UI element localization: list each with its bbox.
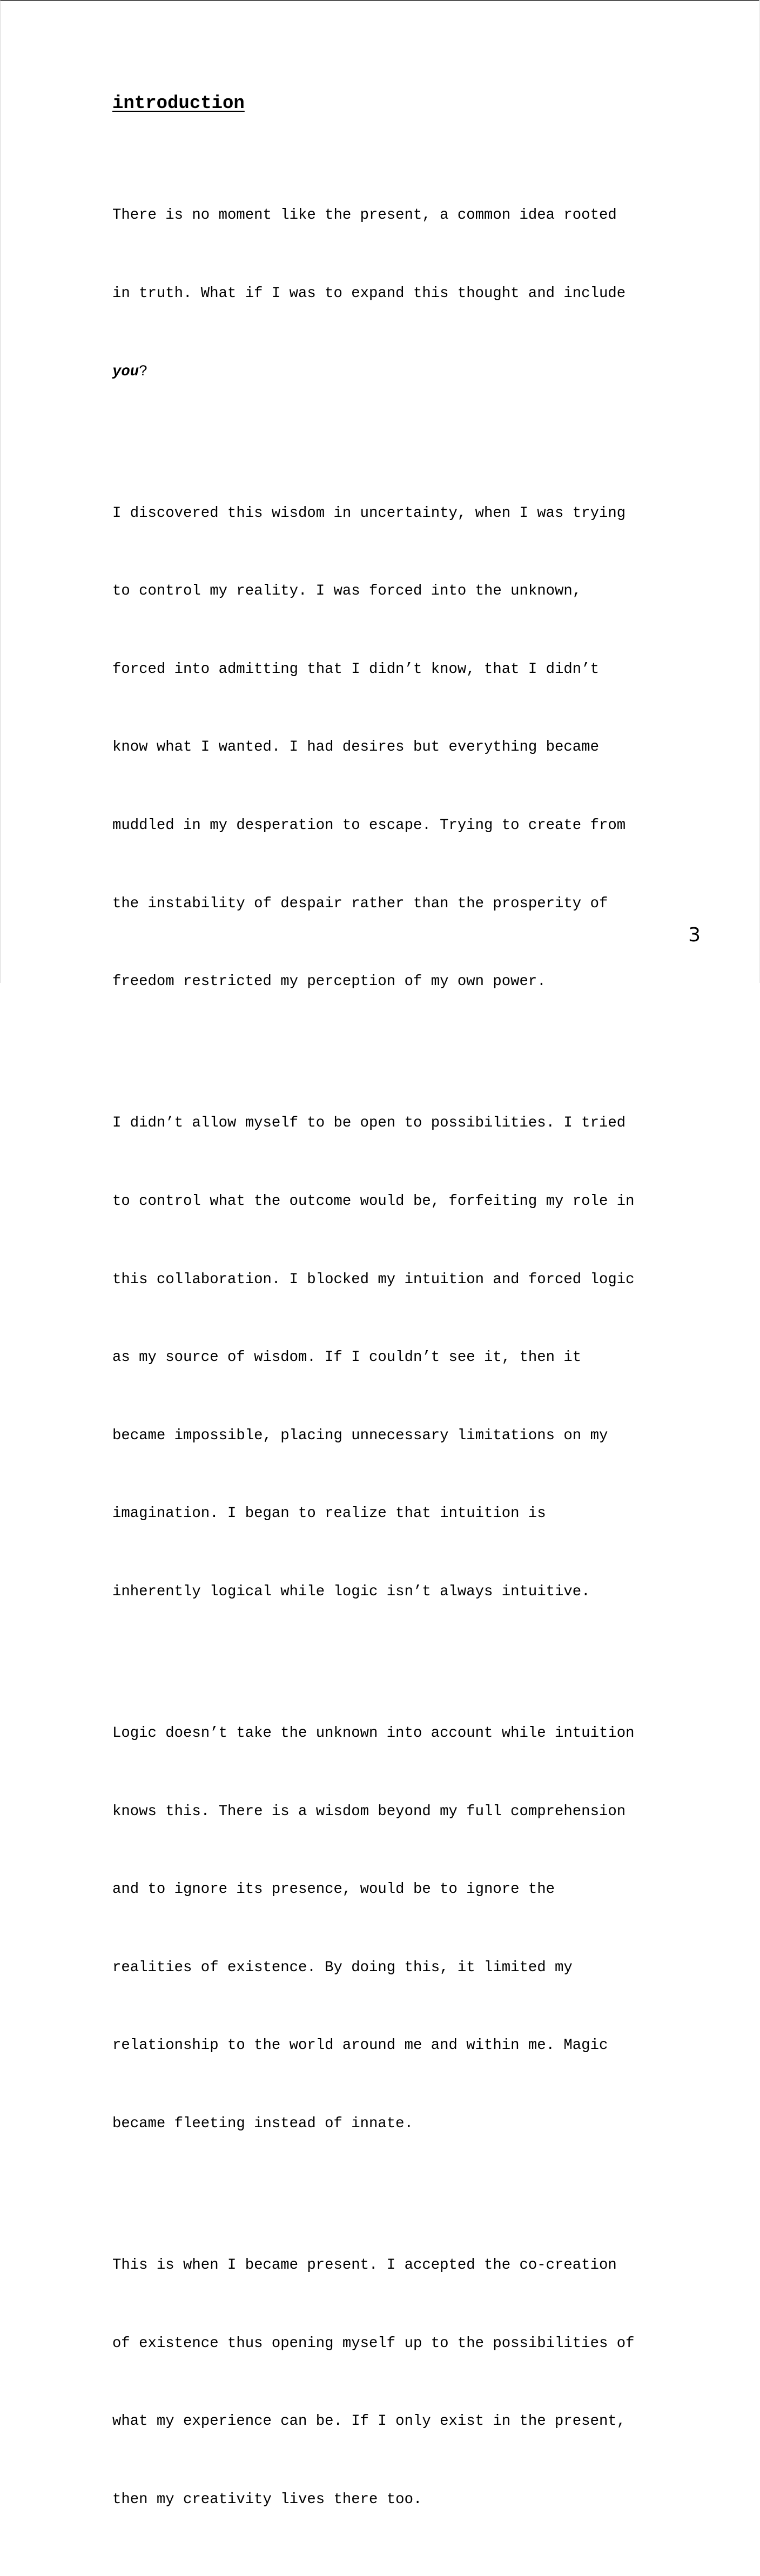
paragraph-line: to control what the outcome would be, forfeiting my role in [112, 1192, 635, 1210]
paragraph-line: inherently logical while logic isn’t always intuitive. [112, 1583, 590, 1600]
paragraph-5 [112, 2201, 653, 2565]
paragraph-line: muddled in my desperation to escape. Trying to create from [112, 817, 626, 834]
document-page [1, 1, 760, 2508]
paragraph-line: relationship to the world around me and within me. Magic [112, 2037, 608, 2054]
paragraph-line: knows this. There is a wisdom beyond my full comprehension [112, 1803, 626, 1820]
paragraph-line: freedom restricted my perception of my own power. [112, 973, 546, 990]
paragraph-line: became impossible, placing unnecessary limitations on my [112, 1427, 608, 1444]
paragraph-line: Logic doesn’t take the unknown into account while intuition [112, 1724, 635, 1742]
paragraph-2 [112, 448, 653, 1047]
paragraph-line: the instability of despair rather than the prosperity of [112, 895, 608, 912]
paragraph-line: to control my reality. I was forced into the unknown, [112, 583, 582, 600]
paragraph-line: forced into admitting that I didn’t know, that I didn’t [112, 660, 599, 678]
paragraph-line: I discovered this wisdom in uncertainty, when I was trying [112, 504, 626, 522]
paragraph-line: There is no moment like the present, a common idea rooted [112, 207, 617, 224]
emphasized-word: you [112, 363, 139, 380]
paragraph-line: realities of existence. By doing this, it limited my [112, 1959, 573, 1976]
paragraph-line: then my creativity lives there too. [112, 2491, 422, 2508]
paragraph-line: in truth. What if I was to expand this thought and include [112, 285, 626, 302]
page-number: 3 [688, 924, 701, 946]
paragraph-line: imagination. I began to realize that intuition is [112, 1505, 546, 1522]
paragraph-line: this collaboration. I blocked my intuition and forced logic [112, 1271, 635, 1288]
paragraph-line: and to ignore its presence, would be to ignore the [112, 1881, 555, 1898]
paragraph-line: became fleeting instead of innate. [112, 2115, 413, 2133]
page-content [112, 93, 653, 2576]
section-heading: introduction [112, 93, 245, 114]
paragraph-4 [112, 1669, 653, 2189]
paragraph-line: know what I wanted. I had desires but everything became [112, 739, 599, 756]
paragraph-3 [112, 1058, 653, 1657]
emphasis-suffix: ? [139, 363, 148, 380]
paragraph-line: This is when I became present. I accepted the co-creation [112, 2257, 617, 2274]
paragraph-line: of existence thus opening myself up to the possibilities of [112, 2335, 635, 2352]
paragraph-line [112, 359, 653, 385]
paragraph-line: as my source of wisdom. If I couldn’t see it, then it [112, 1349, 582, 1366]
paragraph-1 [112, 151, 653, 437]
paragraph-line: I didn’t allow myself to be open to possibilities. I tried [112, 1115, 626, 1132]
paragraph-line: what my experience can be. If I only exist in the present, [112, 2413, 626, 2430]
